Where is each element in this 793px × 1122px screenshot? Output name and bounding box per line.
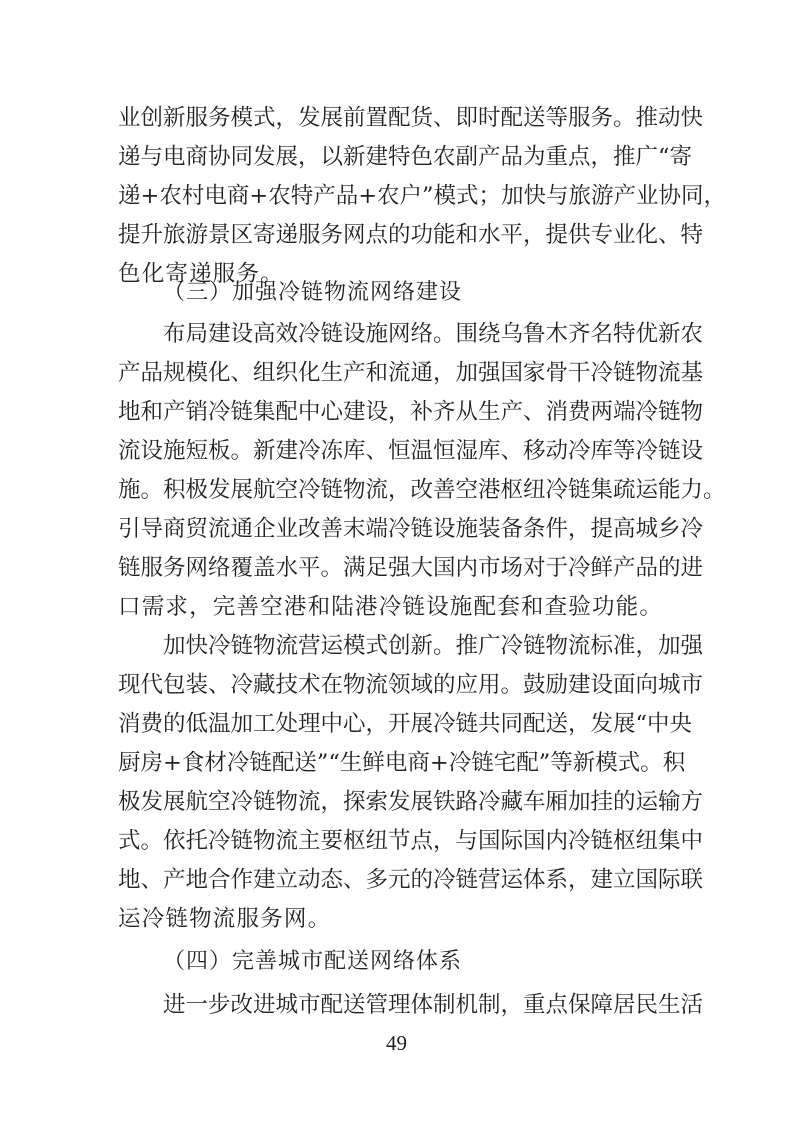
paragraph-intro-line: 色化寄递服务。 — [118, 261, 284, 287]
paragraph-intro-line: 提升旅游景区寄递服务网点的功能和水平，提供专业化、特 — [118, 222, 704, 248]
paragraph-model-line: 加快冷链物流营运模式创新。推广冷链物流标准，加强 — [163, 633, 704, 659]
paragraph-network-line: 口需求，完善空港和陆港冷链设施配套和查验功能。 — [118, 594, 664, 620]
paragraph-network-line: 流设施短板。新建冷冻库、恒温恒湿库、移动冷库等冷链设 — [118, 438, 704, 464]
paragraph-network-line: 引导商贸流通企业改善末端冷链设施装备条件，提高城乡冷 — [118, 516, 704, 542]
paragraph-model-line: 地、产地合作建立动态、多元的冷链营运体系，建立国际联 — [118, 867, 704, 893]
paragraph-model-line: 厨房+食材冷链配送”“生鲜电商+冷链宅配”等新模式。积 — [118, 750, 686, 776]
section-heading-3: （三）加强冷链物流网络建设 — [163, 280, 463, 305]
section-heading-4: （四）完善城市配送网络体系 — [163, 949, 463, 974]
paragraph-network-line: 链服务网络覆盖水平。满足强大国内市场对于冷鲜产品的进 — [118, 555, 704, 581]
paragraph-network-line: 布局建设高效冷链设施网络。围绕乌鲁木齐名特优新农 — [163, 321, 704, 347]
paragraph-network-line: 地和产销冷链集配中心建设，补齐从生产、消费两端冷链物 — [118, 399, 704, 425]
paragraph-network-line: 产品规模化、组织化生产和流通，加强国家骨干冷链物流基 — [118, 360, 704, 386]
paragraph-intro-line: 递+农村电商+农特产品+农户”模式；加快与旅游产业协同， — [118, 183, 727, 209]
paragraph-city-line: 进一步改进城市配送管理体制机制，重点保障居民生活 — [163, 992, 704, 1018]
paragraph-model-line: 现代包装、冷藏技术在物流领域的应用。鼓励建设面向城市 — [118, 672, 704, 698]
paragraph-intro-line: 递与电商协同发展，以新建特色农副产品为重点，推广“寄 — [118, 144, 693, 170]
paragraph-model-line: 极发展航空冷链物流，探索发展铁路冷藏车厢加挂的运输方 — [118, 789, 704, 815]
paragraph-model-line: 消费的低温加工处理中心，开展冷链共同配送，发展“中央 — [118, 711, 693, 737]
paragraph-network-line: 施。积极发展航空冷链物流，改善空港枢纽冷链集疏运能力。 — [118, 477, 726, 503]
paragraph-intro-line: 业创新服务模式，发展前置配货、即时配送等服务。推动快 — [118, 105, 704, 131]
paragraph-model-line: 运冷链物流服务网。 — [118, 906, 332, 932]
paragraph-model-line: 式。依托冷链物流主要枢纽节点，与国际国内冷链枢纽集中 — [118, 828, 704, 854]
page-number: 49 — [386, 1031, 407, 1055]
